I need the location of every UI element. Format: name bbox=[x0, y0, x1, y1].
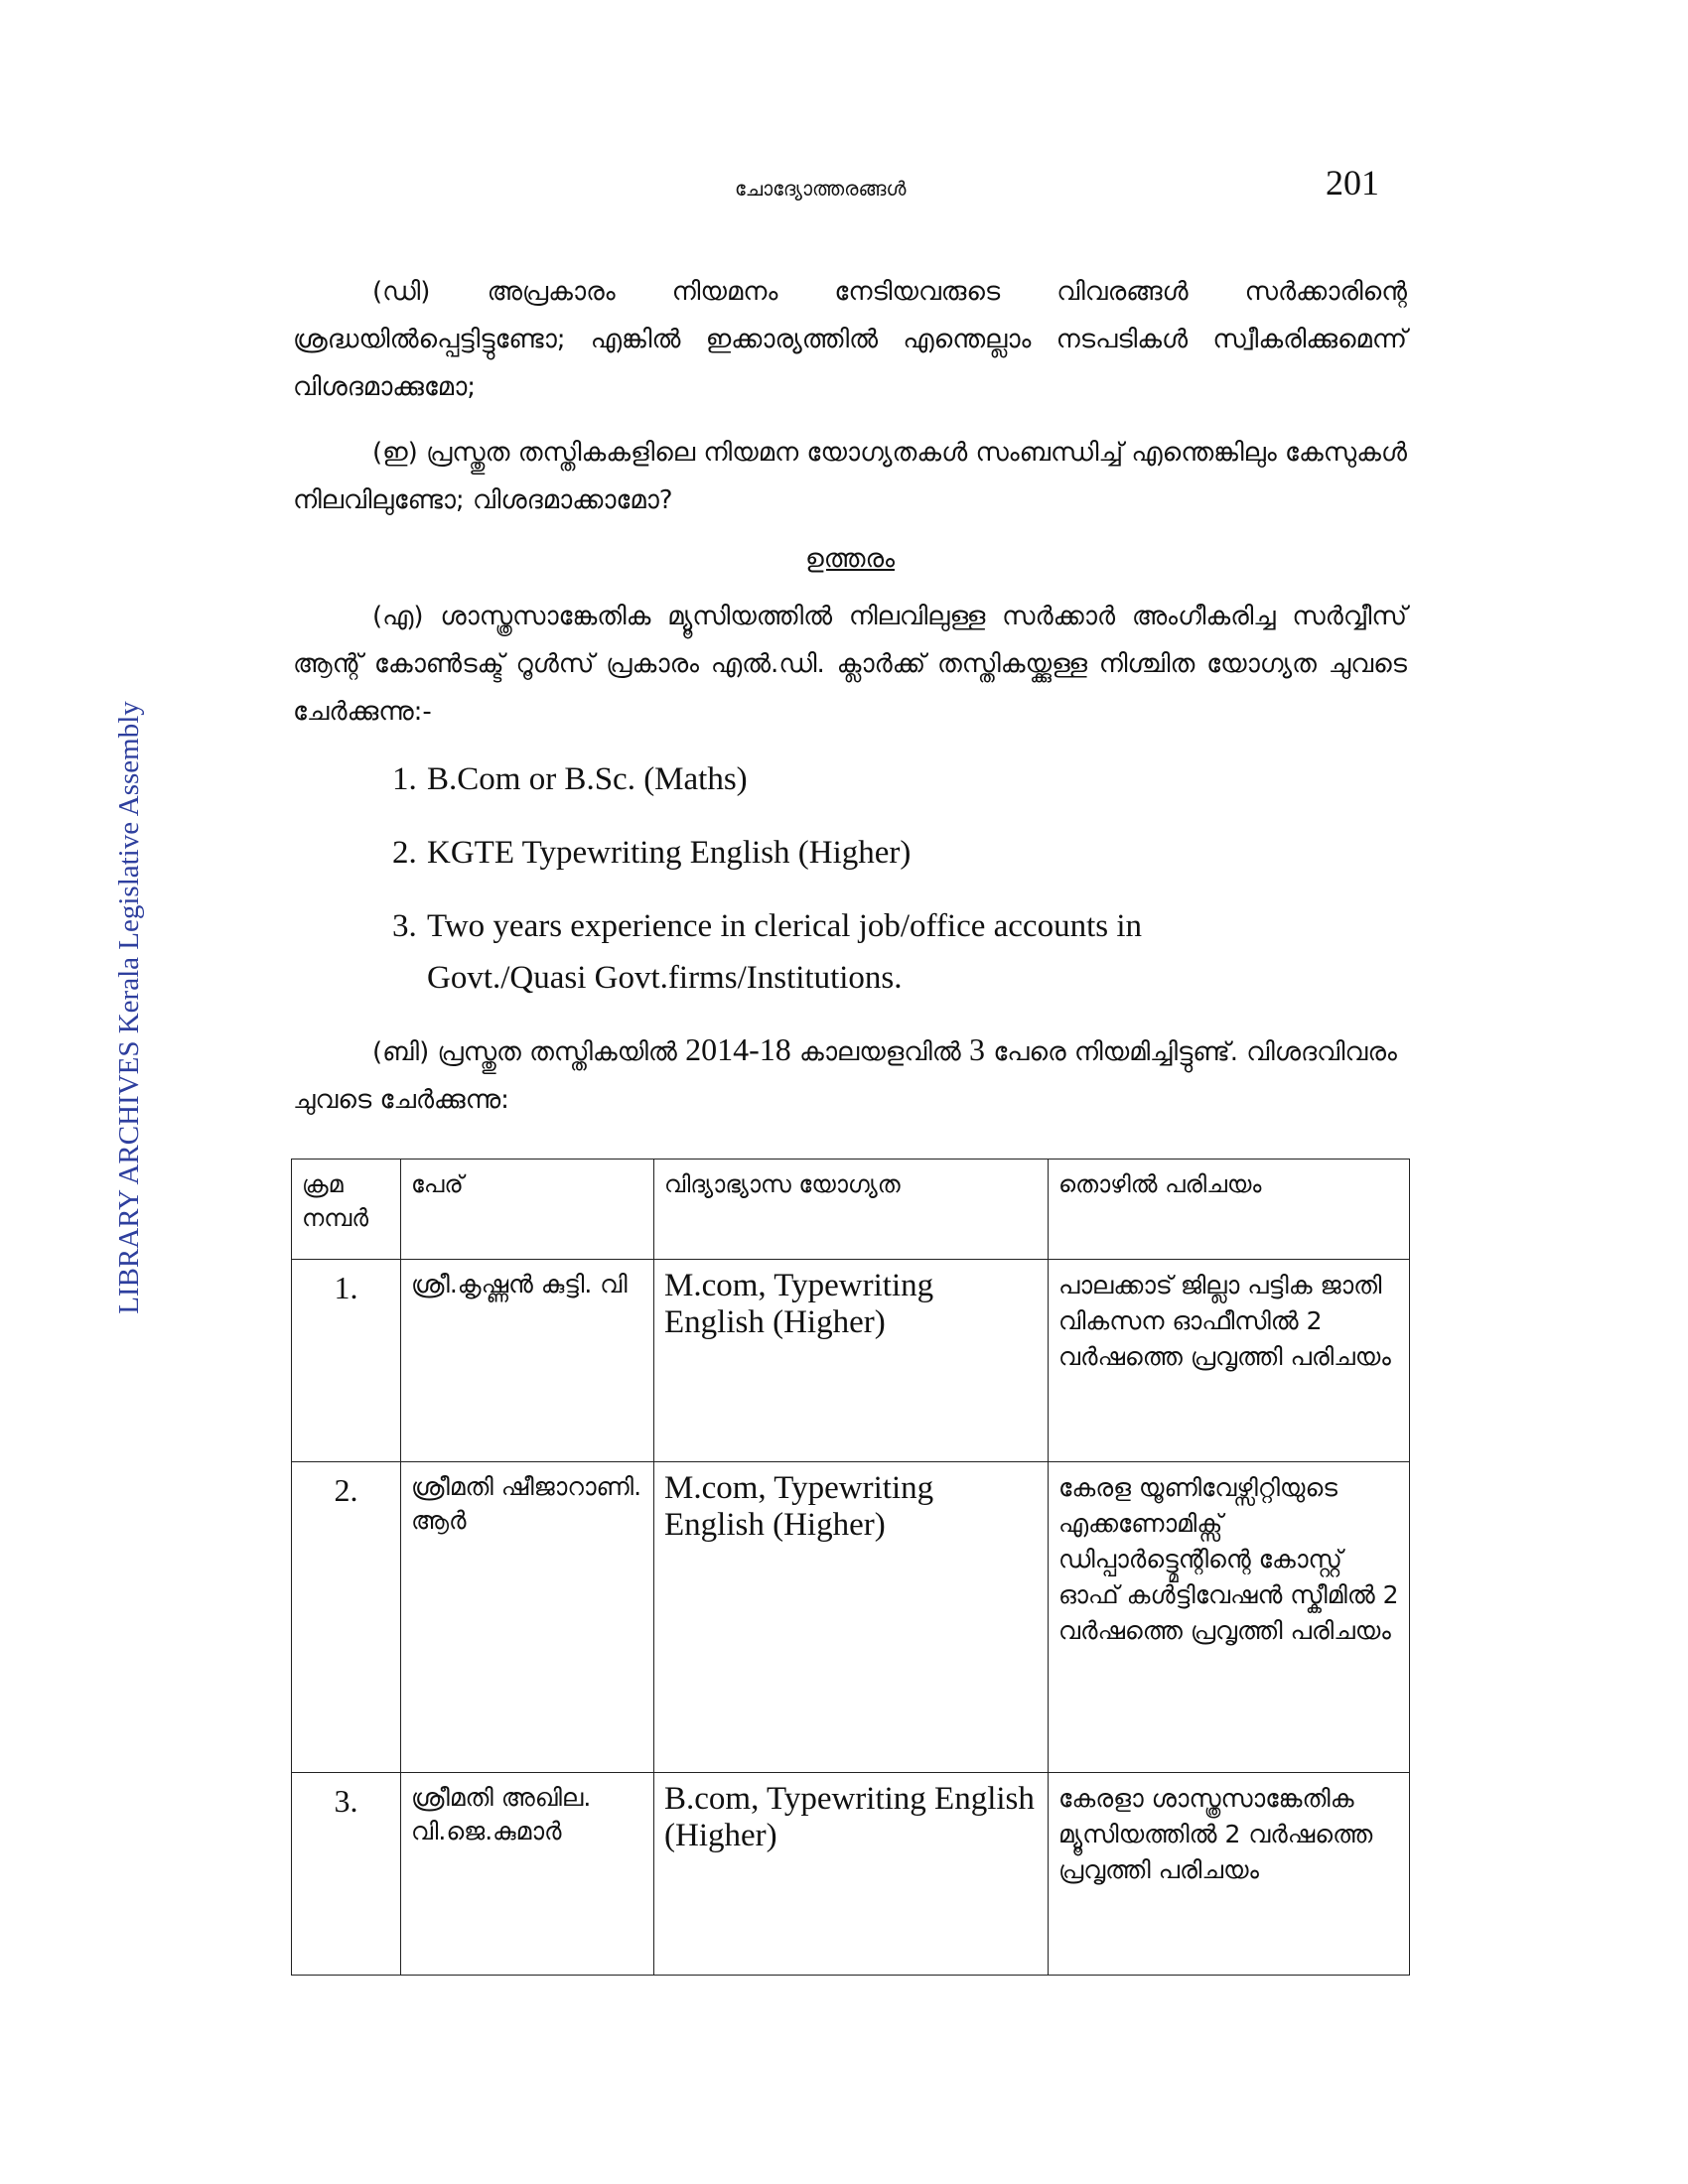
appointments-table bbox=[291, 1159, 1410, 1976]
qualification-list bbox=[293, 753, 1407, 1004]
running-header-title: ചോദ്യോത്തരങ്ങൾ bbox=[735, 177, 907, 201]
list-item bbox=[293, 900, 1407, 1004]
cell-serial: 1. bbox=[292, 1260, 401, 1462]
table-header-row bbox=[292, 1160, 1410, 1260]
question-e bbox=[293, 429, 1407, 524]
cell-experience: പാലക്കാട് ജില്ലാ പട്ടിക ജാതി വികസന ഓഫീസിൽ 2 വർഷത്തെ പ്രവൃത്തി പരിചയം bbox=[1049, 1260, 1410, 1462]
list-item-number: 2. bbox=[392, 835, 417, 871]
library-archives-watermark: LIBRARY ARCHIVES Kerala Legislative Assembly bbox=[113, 701, 145, 1314]
cell-name: ശ്രീമതി ഷീജാറാണി. ആർ bbox=[401, 1462, 654, 1773]
question-e-text: പ്രസ്തുത തസ്തികകളിലെ നിയമന യോഗ്യതകൾ സംബന്ധിച്ച് എന്തെങ്കിലും കേസുകൾ നിലവിലുണ്ടോ; വിശദമാക്കാമോ? bbox=[293, 438, 1407, 515]
answer-b-years: 2014-18 bbox=[685, 1031, 791, 1067]
list-item-text: Two years experience in clerical job/office accounts in Govt./Quasi Govt.firms/Institutions. bbox=[427, 908, 1143, 996]
answer-heading: ഉത്തരം bbox=[805, 544, 895, 574]
column-header-serial: ക്രമ നമ്പർ bbox=[292, 1160, 401, 1260]
list-item bbox=[293, 827, 1407, 879]
cell-name: ശ്രീ.കൃഷ്ണൻ കുട്ടി. വി bbox=[401, 1260, 654, 1462]
list-item-text: B.Com or B.Sc. (Maths) bbox=[427, 761, 748, 797]
column-header-name: പേര് bbox=[401, 1160, 654, 1260]
cell-serial: 3. bbox=[292, 1773, 401, 1976]
answer-a-text: ശാസ്ത്രസാങ്കേതിക മ്യൂസിയത്തിൽ നിലവിലുള്ള സർക്കാർ അംഗീകരിച്ച സർവ്വീസ് ആന്റ് കോൺടക്ട് റൂൾസ് പ്രകാരം എൽ.ഡി. ക്ലാർക്ക് തസ്തികയ്ക്കുള്ള നിശ്ചിത യോഗ്യത ചുവടെ ചേർക്കുന്നു:- bbox=[293, 602, 1408, 727]
cell-education: M.com, Typewriting English (Higher) bbox=[654, 1462, 1049, 1773]
answer-b-text-part2: കാലയളവിൽ bbox=[799, 1037, 961, 1067]
question-e-marker: (ഇ) bbox=[372, 438, 418, 468]
cell-experience: കേരള യൂണിവേഴ്സിറ്റിയുടെ എക്കണോമിക്സ് ഡിപ്പാർട്ട്മെന്റിന്റെ കോസ്റ്റ് ഓഫ് കൾട്ടിവേഷൻ സ്കീമിൽ 2 വർഷത്തെ പ്രവൃത്തി പരിചയം bbox=[1049, 1462, 1410, 1773]
answer-b-count: 3 bbox=[969, 1031, 986, 1067]
column-header-experience: തൊഴിൽ പരിചയം bbox=[1049, 1160, 1410, 1260]
answer-b-text-part3: പേരെ നിയമിച്ചിട്ടുണ്ട്. വിശദവിവരം ചുവടെ ചേർക്കുന്നു: bbox=[293, 1037, 1397, 1115]
cell-experience: കേരളാ ശാസ്ത്രസാങ്കേതിക മ്യൂസിയത്തിൽ 2 വർഷത്തെ പ്രവൃത്തി പരിചയം bbox=[1049, 1773, 1410, 1976]
answer-a bbox=[293, 593, 1407, 736]
list-item-text: KGTE Typewriting English (Higher) bbox=[427, 835, 912, 871]
question-d-marker: (ഡി) bbox=[372, 277, 431, 307]
list-item-number: 3. bbox=[392, 908, 417, 944]
cell-education: M.com, Typewriting English (Higher) bbox=[654, 1260, 1049, 1462]
cell-education: B.com, Typewriting English (Higher) bbox=[654, 1773, 1049, 1976]
answer-b-marker: (ബി) bbox=[372, 1037, 430, 1067]
table-row bbox=[292, 1773, 1410, 1976]
table-row bbox=[292, 1260, 1410, 1462]
question-d bbox=[293, 268, 1407, 411]
cell-serial: 2. bbox=[292, 1462, 401, 1773]
page-number: 201 bbox=[1326, 163, 1379, 203]
cell-name: ശ്രീമതി അഖില. വി.ജെ.കുമാർ bbox=[401, 1773, 654, 1976]
list-item-number: 1. bbox=[392, 761, 417, 797]
answer-a-marker: (എ) bbox=[372, 602, 424, 631]
document-body bbox=[293, 268, 1407, 1124]
answer-b bbox=[293, 1025, 1407, 1124]
list-item bbox=[293, 753, 1407, 805]
question-d-text: അപ്രകാരം നിയമനം നേടിയവരുടെ വിവരങ്ങൾ സർക്കാരിന്റെ ശ്രദ്ധയിൽപ്പെട്ടിട്ടുണ്ടോ; എങ്കിൽ ഇക്കാര്യത്തിൽ എന്തെല്ലാം നടപടികൾ സ്വീകരിക്കുമെന്ന് വിശദമാക്കുമോ; bbox=[293, 277, 1408, 402]
column-header-education: വിദ്യാഭ്യാസ യോഗ്യത bbox=[654, 1160, 1049, 1260]
table-row bbox=[292, 1462, 1410, 1773]
answer-b-text-part1: പ്രസ്തുത തസ്തികയിൽ bbox=[437, 1037, 677, 1067]
